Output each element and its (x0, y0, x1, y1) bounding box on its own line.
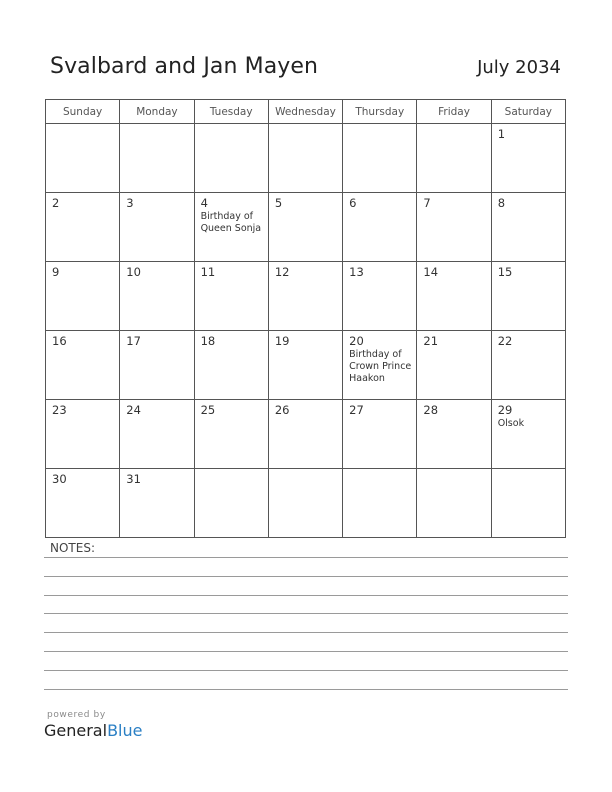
day-cell-26 (268, 400, 342, 469)
calendar-week-row (46, 331, 566, 400)
day-cell-27 (343, 400, 417, 469)
day-cell-5 (268, 193, 342, 262)
notes-label: NOTES: (50, 541, 95, 555)
weekday-thursday: Thursday (343, 100, 417, 124)
weekday-sunday: Sunday (46, 100, 120, 124)
generalblue-logo[interactable] (44, 721, 142, 740)
weekday-friday: Friday (417, 100, 491, 124)
day-number: 19 (274, 334, 290, 348)
day-cell-empty (194, 124, 268, 193)
day-number: 29 (497, 403, 513, 417)
weekday-wednesday: Wednesday (268, 100, 342, 124)
day-number: 10 (126, 265, 141, 279)
day-cell-empty (343, 469, 417, 538)
day-cell-18 (194, 331, 268, 400)
day-number: 11 (200, 265, 216, 279)
note-line (44, 613, 568, 614)
calendar-week-row (46, 193, 566, 262)
day-cell-10 (120, 262, 194, 331)
day-number: 16 (52, 334, 67, 348)
calendar-month: July 2034 (477, 57, 561, 78)
weekday-tuesday: Tuesday (194, 100, 268, 124)
note-line (44, 576, 568, 577)
day-number: 22 (497, 334, 513, 348)
day-number: 31 (126, 472, 141, 486)
day-cell-15 (491, 262, 565, 331)
day-number: 4 (200, 196, 208, 210)
weekday-saturday: Saturday (491, 100, 565, 124)
note-line (44, 632, 568, 633)
day-cell-23 (46, 400, 120, 469)
day-cell-4 (194, 193, 268, 262)
holiday-event: Birthday of Crown Prince Haakon (349, 349, 412, 384)
day-number: 23 (52, 403, 67, 417)
day-cell-31 (120, 469, 194, 538)
day-cell-8 (491, 193, 565, 262)
calendar-body (46, 124, 566, 538)
brand-blue: Blue (107, 721, 143, 740)
day-number: 7 (423, 196, 431, 210)
day-number: 18 (200, 334, 216, 348)
day-cell-empty (343, 124, 417, 193)
day-cell-empty (120, 124, 194, 193)
day-cell-empty (46, 124, 120, 193)
note-line (44, 651, 568, 652)
day-number: 3 (126, 196, 134, 210)
calendar-week-row (46, 262, 566, 331)
day-cell-28 (417, 400, 491, 469)
day-cell-16 (46, 331, 120, 400)
day-cell-9 (46, 262, 120, 331)
day-cell-29 (491, 400, 565, 469)
day-number: 17 (126, 334, 141, 348)
day-number: 8 (497, 196, 506, 210)
day-cell-2 (46, 193, 120, 262)
day-number: 21 (423, 334, 439, 348)
day-cell-empty (417, 469, 491, 538)
day-cell-empty (268, 469, 342, 538)
day-cell-empty (194, 469, 268, 538)
day-cell-30 (46, 469, 120, 538)
holiday-event: Olsok (497, 418, 525, 429)
day-cell-22 (491, 331, 565, 400)
day-cell-19 (268, 331, 342, 400)
day-number: 15 (497, 265, 513, 279)
day-number: 9 (52, 265, 60, 279)
day-cell-12 (268, 262, 342, 331)
day-cell-17 (120, 331, 194, 400)
note-line (44, 595, 568, 596)
calendar-week-row (46, 469, 566, 538)
day-number: 5 (274, 196, 283, 210)
calendar-week-row (46, 124, 566, 193)
day-number: 13 (349, 265, 364, 279)
day-cell-24 (120, 400, 194, 469)
day-number: 24 (126, 403, 141, 417)
day-number: 20 (349, 334, 364, 348)
day-number: 28 (423, 403, 439, 417)
day-number: 30 (52, 472, 67, 486)
day-number: 25 (200, 403, 216, 417)
day-cell-21 (417, 331, 491, 400)
powered-by-text: powered by (47, 710, 106, 720)
day-cell-20 (343, 331, 417, 400)
day-number: 12 (274, 265, 290, 279)
note-line (44, 689, 568, 690)
brand-general: General (44, 721, 108, 740)
day-cell-3 (120, 193, 194, 262)
weekday-monday: Monday (120, 100, 194, 124)
day-cell-6 (343, 193, 417, 262)
calendar-title: Svalbard and Jan Mayen (50, 54, 319, 79)
day-cell-25 (194, 400, 268, 469)
day-number: 1 (497, 127, 506, 141)
calendar-grid (45, 99, 566, 538)
day-cell-11 (194, 262, 268, 331)
day-number: 27 (349, 403, 364, 417)
weekday-header-row (46, 100, 566, 124)
day-number: 26 (274, 403, 290, 417)
day-cell-empty (268, 124, 342, 193)
day-number: 2 (52, 196, 60, 210)
calendar-week-row (46, 400, 566, 469)
day-cell-13 (343, 262, 417, 331)
day-cell-empty (491, 469, 565, 538)
day-number: 6 (349, 196, 357, 210)
day-number: 14 (423, 265, 439, 279)
day-cell-1 (491, 124, 565, 193)
day-cell-14 (417, 262, 491, 331)
note-line (44, 670, 568, 671)
day-cell-7 (417, 193, 491, 262)
day-cell-empty (417, 124, 491, 193)
note-line (44, 557, 568, 558)
holiday-event: Birthday of Queen Sonja (200, 211, 262, 234)
